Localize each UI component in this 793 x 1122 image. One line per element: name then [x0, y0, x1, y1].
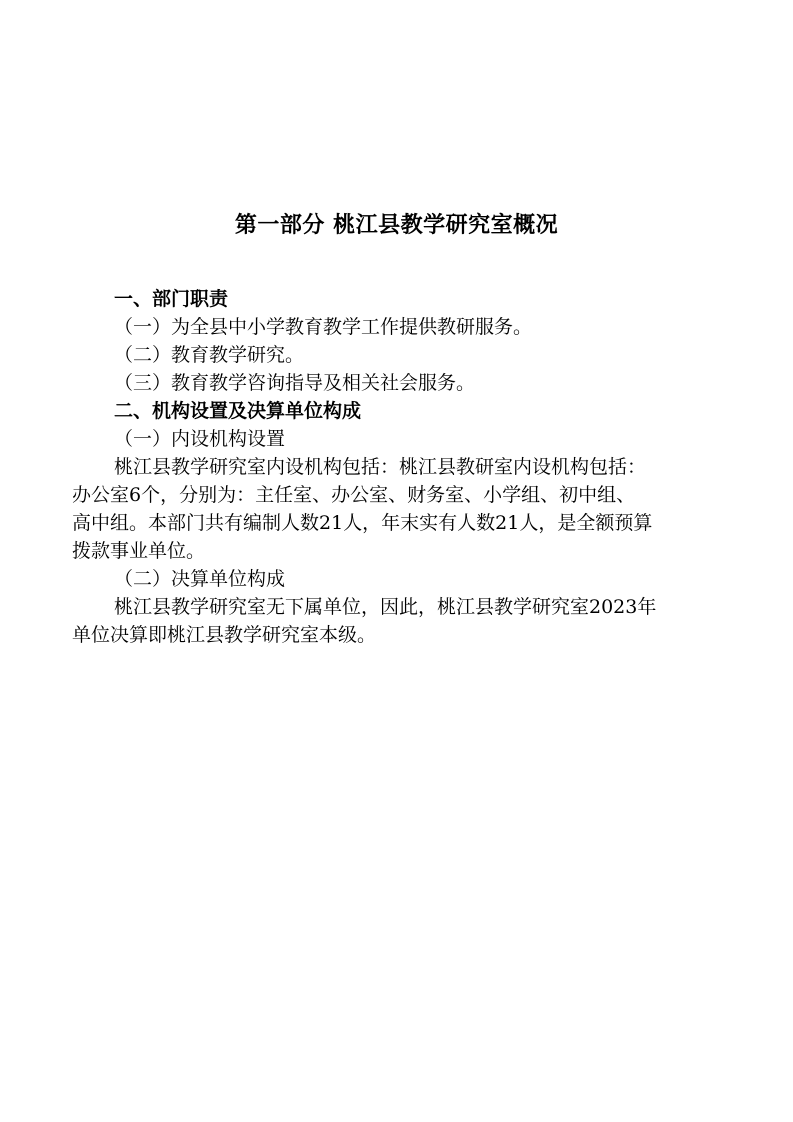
internal-structure-line-4: 拨款事业单位。 — [72, 540, 206, 562]
budget-units-line-1: 桃江县教学研究室无下属单位，因此，桃江县教学研究室2023年 — [114, 596, 657, 618]
internal-structure-line-2: 办公室6个，分别为：主任室、办公室、财务室、小学组、初中组、 — [72, 484, 636, 506]
duty-item-1: （一）为全县中小学教育教学工作提供教研服务。 — [114, 316, 533, 338]
section-heading-duties: 一、部门职责 — [114, 288, 229, 310]
subsection-heading-internal-structure: （一）内设机构设置 — [114, 428, 286, 450]
internal-structure-line-3: 高中组。本部门共有编制人数21人，年末实有人数21人，是全额预算 — [72, 512, 653, 534]
duty-item-3: （三）教育教学咨询指导及相关社会服务。 — [114, 372, 476, 394]
internal-structure-line-1: 桃江县教学研究室内设机构包括：桃江县教研室内设机构包括： — [114, 456, 647, 478]
duty-item-2: （二）教育教学研究。 — [114, 344, 305, 366]
subsection-heading-budget-units: （二）决算单位构成 — [114, 568, 286, 590]
document-body — [72, 285, 722, 649]
page-title: 第一部分 桃江县教学研究室概况 — [234, 213, 559, 238]
budget-units-line-2: 单位决算即桃江县教学研究室本级。 — [72, 624, 377, 646]
section-heading-structure: 二、机构设置及决算单位构成 — [114, 400, 362, 422]
